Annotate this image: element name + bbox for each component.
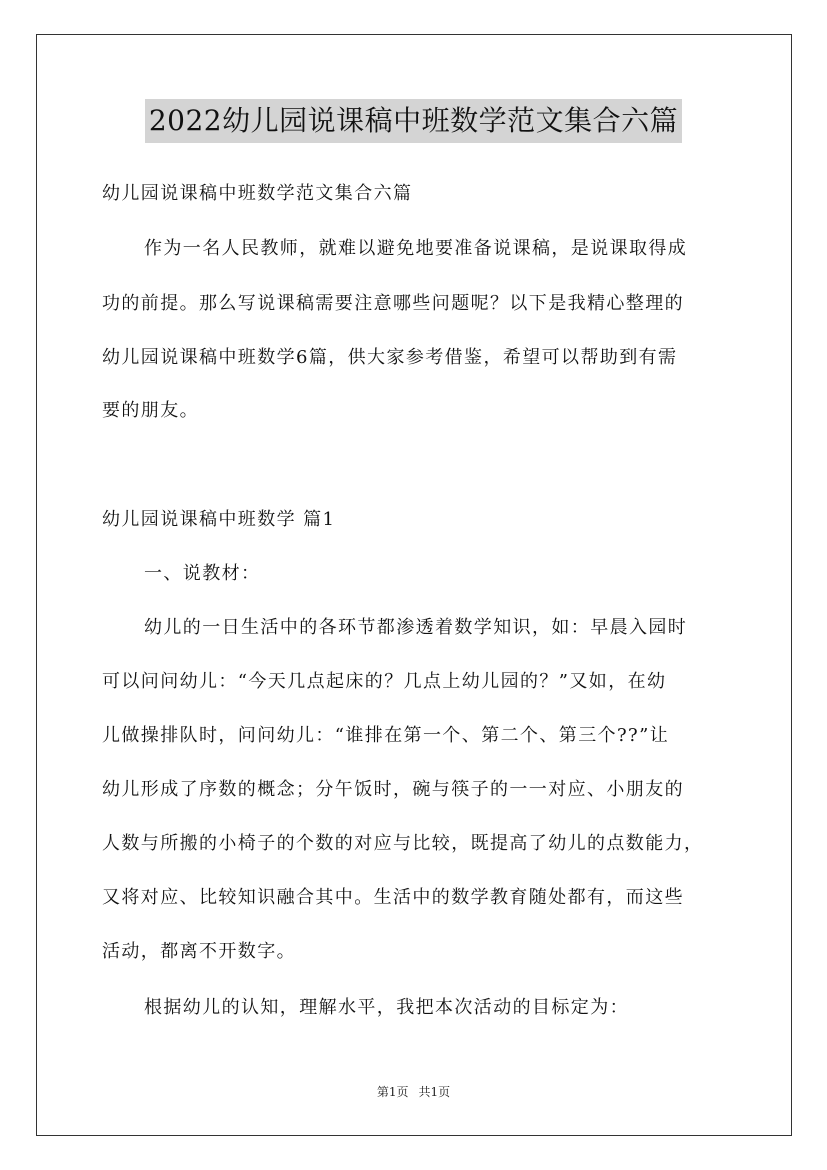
paragraph-line: 根据幼儿的认知，理解水平，我把本次活动的目标定为： [144, 997, 629, 1018]
title-container [0, 99, 827, 143]
paragraph-line: 又将对应、比较知识融合其中。生活中的数学教育随处都有，而这些 [102, 887, 684, 908]
paragraph-line: 幼儿形成了序数的概念；分午饭时，碗与筷子的一一对应、小朋友的 [102, 779, 684, 800]
page-number-total: 共1页 [418, 1085, 451, 1099]
paragraph-line: 人数与所搬的小椅子的个数的对应与比较，既提高了幼儿的点数能力， [102, 833, 704, 854]
paragraph-line: 要的朋友。 [102, 400, 199, 421]
page-footer [0, 1084, 827, 1100]
paragraph-line: 幼儿园说课稿中班数学6篇，供大家参考借鉴，希望可以帮助到有需 [102, 347, 678, 368]
paragraph-line: 功的前提。那么写说课稿需要注意哪些问题呢？以下是我精心整理的 [102, 293, 684, 314]
paragraph-line: 可以问问幼儿：“今天几点起床的？几点上幼儿园的？”又如，在幼 [102, 671, 667, 692]
paragraph-line: 儿做操排队时，问问幼儿：“谁排在第一个、第二个、第三个??”让 [102, 725, 670, 746]
document-title: 2022幼儿园说课稿中班数学范文集合六篇 [145, 99, 682, 143]
subsection-heading: 一、说教材： [144, 563, 261, 584]
paragraph-line: 活动，都离不开数字。 [102, 941, 296, 962]
section-heading: 幼儿园说课稿中班数学 篇1 [102, 509, 336, 530]
paragraph-line: 作为一名人民教师，就难以避免地要准备说课稿，是说课取得成 [144, 238, 688, 259]
paragraph-line: 幼儿的一日生活中的各环节都渗透着数学知识，如：早晨入园时 [144, 617, 688, 638]
subtitle-line: 幼儿园说课稿中班数学范文集合六篇 [102, 183, 413, 204]
page-number-current: 第1页 [376, 1085, 409, 1099]
